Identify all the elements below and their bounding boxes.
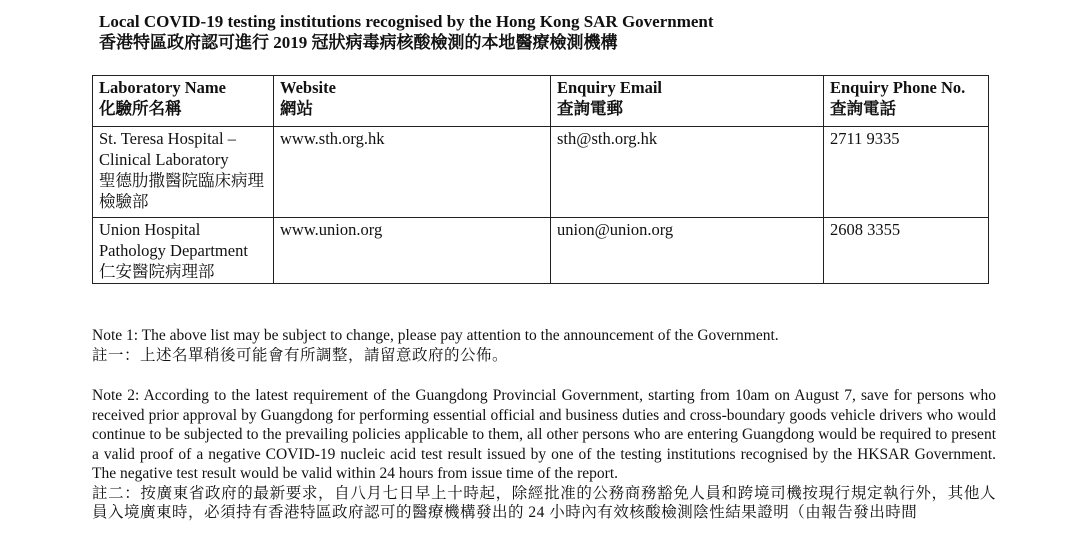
header-label-en: Enquiry Phone No. <box>830 78 966 97</box>
table-header-row <box>93 76 989 127</box>
lab-name-en: St. Teresa Hospital – Clinical Laboratory <box>99 129 236 169</box>
note-1-chinese: 註一：上述名單稍後可能會有所調整，請留意政府的公佈。 <box>92 346 509 364</box>
lab-name-en: Union Hospital Pathology Department <box>99 220 248 260</box>
header-label-en: Laboratory Name <box>99 78 226 97</box>
cell-laboratory-name <box>93 127 274 218</box>
header-label-en: Enquiry Email <box>557 78 662 97</box>
note-2-chinese: 註二：按廣東省政府的最新要求，自八月七日早上十時起，除經批准的公務商務豁免人員和跨境司機按現行規定執行外，其他人員入境廣東時，必須持有香港特區政府認可的醫療機構發出的 24 小時內有效核酸檢測陰性結果證明（由報告發出時間 <box>92 484 996 521</box>
header-label-zh: 查詢電郵 <box>557 99 623 118</box>
table-row <box>93 218 989 284</box>
document-heading <box>99 11 714 53</box>
cell-phone: 2711 9335 <box>824 127 989 218</box>
table-row <box>93 127 989 218</box>
header-label-zh: 查詢電話 <box>830 99 896 118</box>
laboratory-table <box>92 75 989 284</box>
cell-email[interactable]: union@union.org <box>551 218 824 284</box>
title-english: Local COVID-19 testing institutions recognised by the Hong Kong SAR Government <box>99 12 714 31</box>
title-chinese: 香港特區政府認可進行 2019 冠狀病毒病核酸檢測的本地醫療檢測機構 <box>99 33 618 52</box>
note-1 <box>92 326 996 365</box>
cell-laboratory-name <box>93 218 274 284</box>
header-label-zh: 化驗所名稱 <box>99 99 182 118</box>
header-website <box>274 76 551 127</box>
cell-email[interactable]: sth@sth.org.hk <box>551 127 824 218</box>
header-label-en: Website <box>280 78 336 97</box>
header-enquiry-email <box>551 76 824 127</box>
note-1-english: Note 1: The above list may be subject to change, please pay attention to the announcement of the Government. <box>92 327 779 344</box>
lab-name-zh: 聖德肋撒醫院臨床病理檢驗部 <box>99 171 264 211</box>
header-laboratory-name <box>93 76 274 127</box>
note-2-english: Note 2: According to the latest requirement of the Guangdong Provincial Government, starting from 10am on August 7, save for persons who received prior approval by Guangdong for performing essential official and business duties and cross-boundary goods vehicle drivers who would continue to be subjected to the prevailing policies applicable to them, all other persons who are entering Guangdong would be required to present a valid proof of a negative COVID-19 nucleic acid test result issued by one of the testing institutions recognised by the HKSAR Government. The negative test result would be valid within 24 hours from issue time of the report. <box>92 387 996 482</box>
cell-website[interactable]: www.union.org <box>274 218 551 284</box>
note-2 <box>92 386 996 523</box>
lab-name-zh: 仁安醫院病理部 <box>99 262 215 281</box>
cell-website[interactable]: www.sth.org.hk <box>274 127 551 218</box>
header-label-zh: 網站 <box>280 99 313 118</box>
cell-phone: 2608 3355 <box>824 218 989 284</box>
header-enquiry-phone <box>824 76 989 127</box>
